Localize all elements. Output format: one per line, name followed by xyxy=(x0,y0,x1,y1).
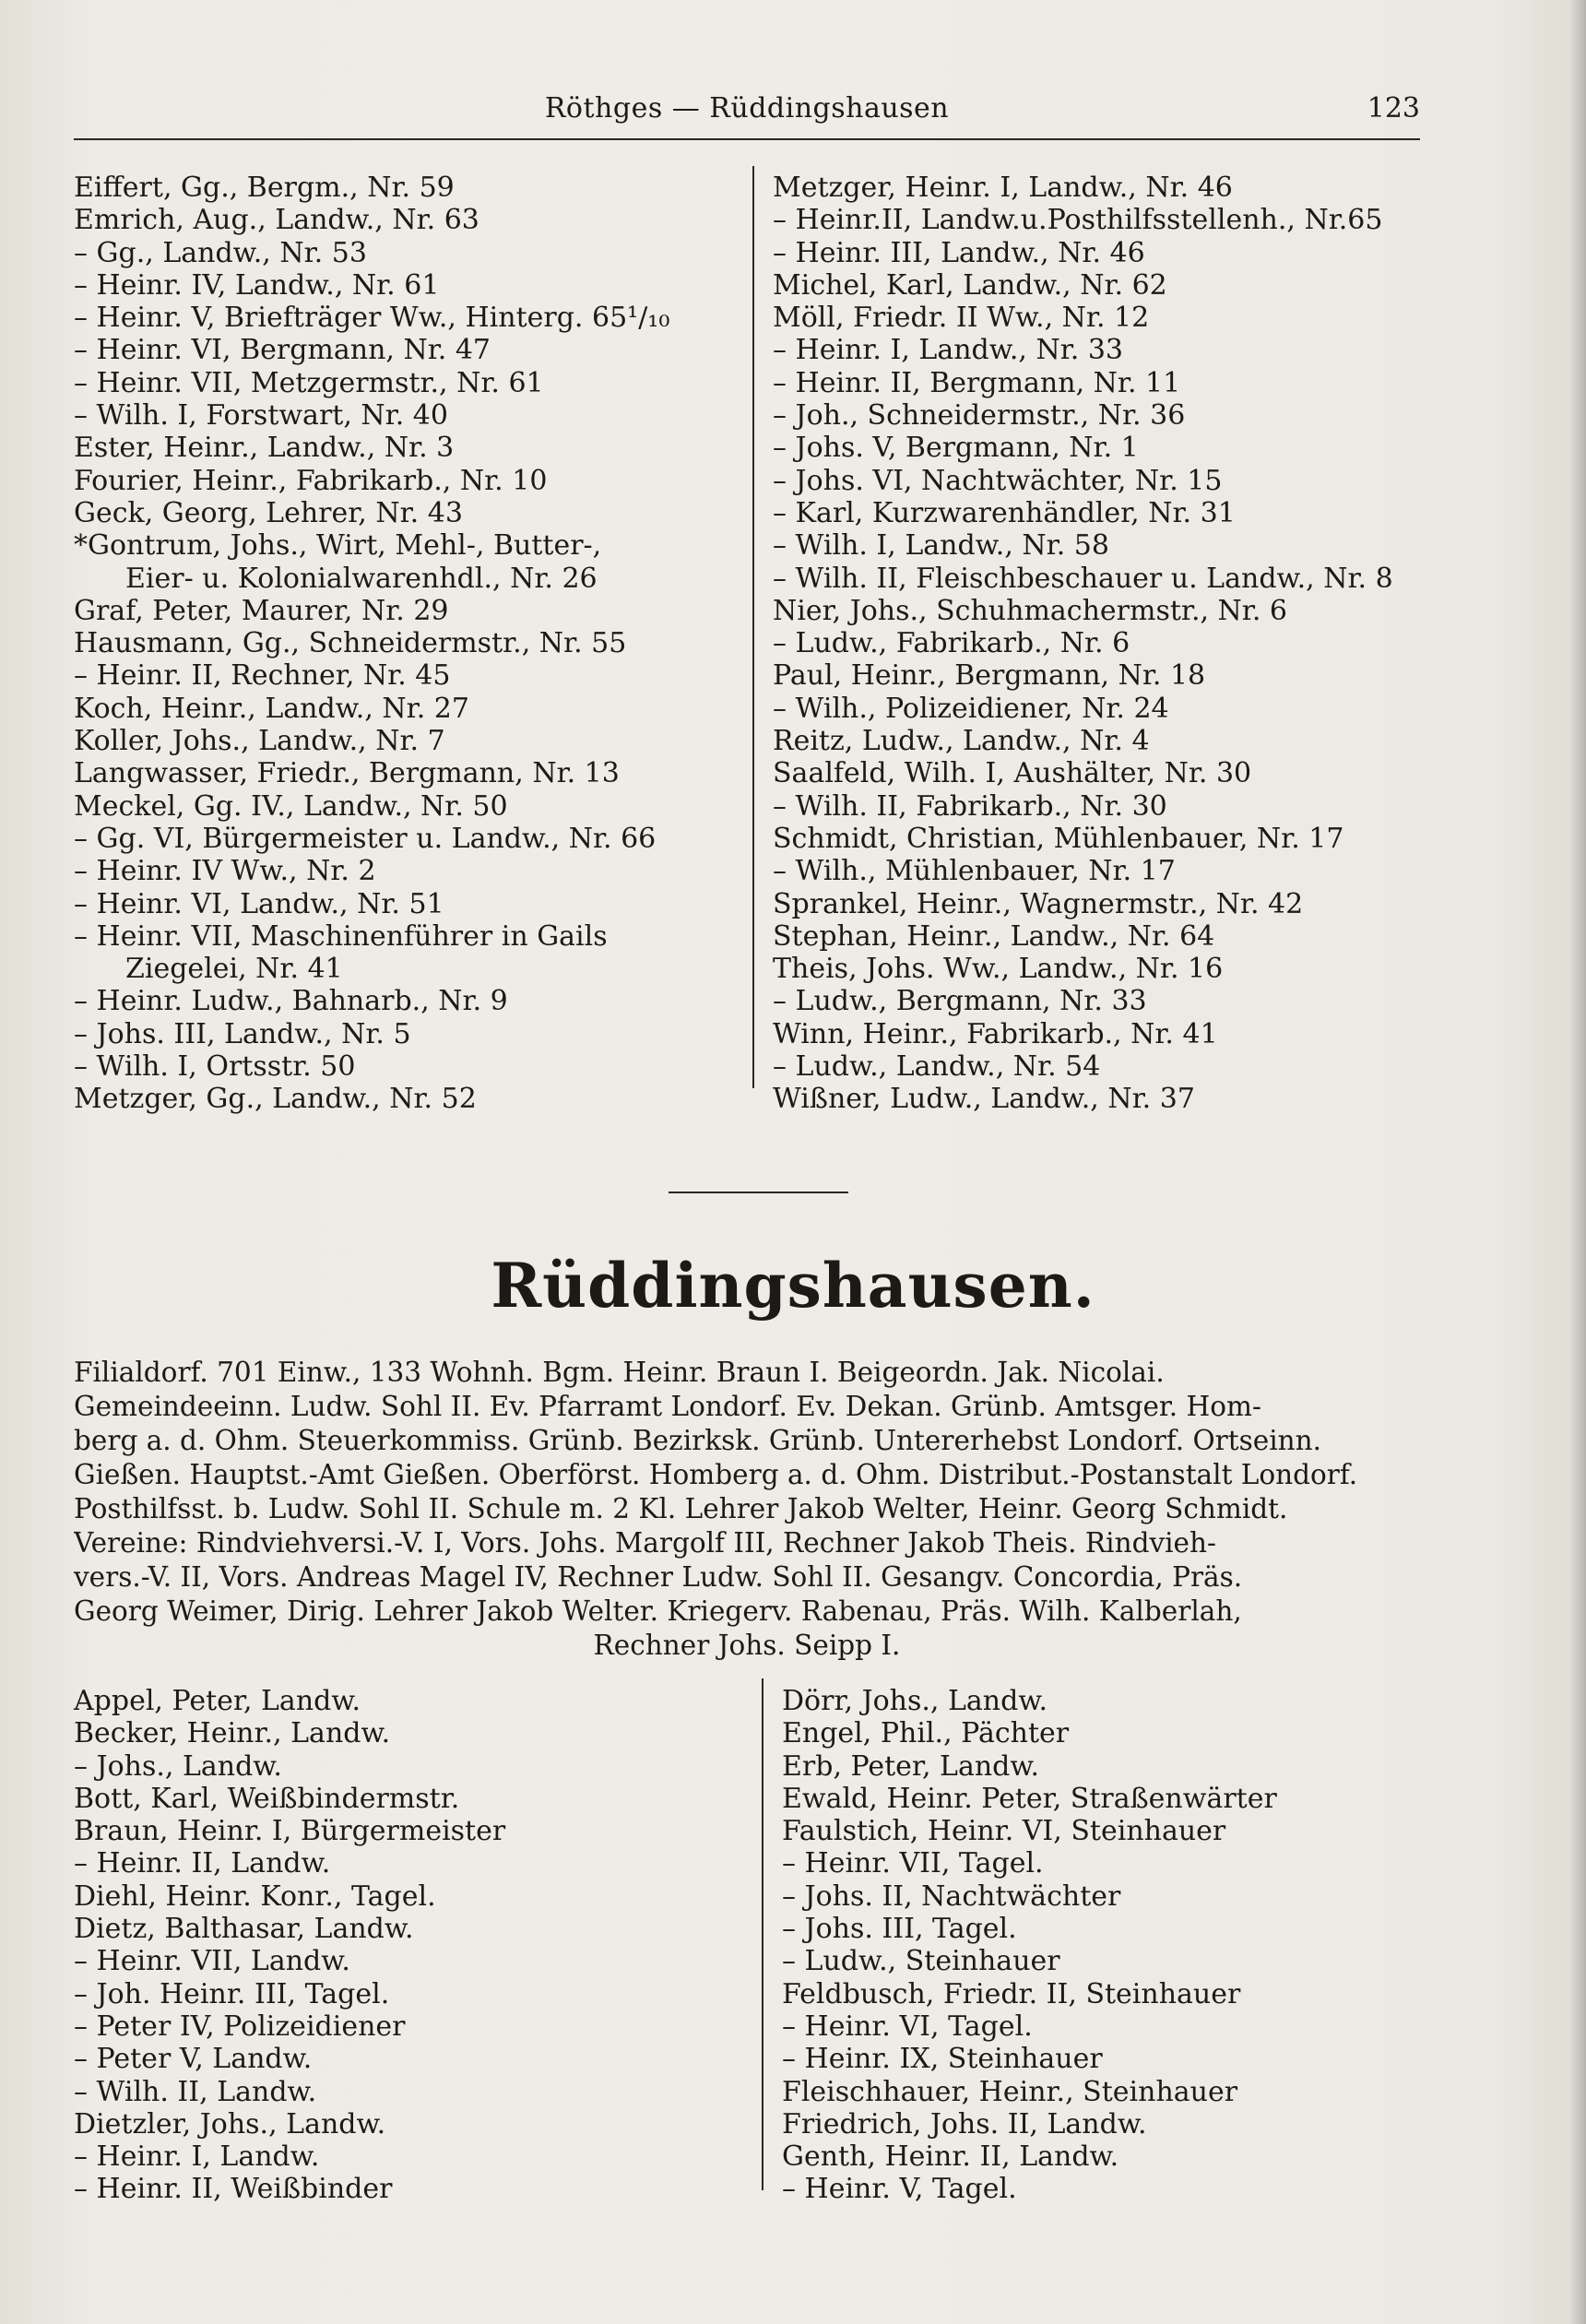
directory-entry: – Heinr. I, Landw. xyxy=(74,2140,320,2174)
directory-entry: Metzger, Heinr. I, Landw., Nr. 46 xyxy=(773,172,1233,204)
directory-entry: Eiffert, Gg., Bergm., Nr. 59 xyxy=(74,172,455,204)
directory-entry: – Johs. III, Tagel. xyxy=(782,1913,1017,1946)
directory-column-bottom-right xyxy=(782,1685,1446,2206)
directory-entry: Ester, Heinr., Landw., Nr. 3 xyxy=(74,432,455,465)
directory-entry-continuation: Ziegelei, Nr. 41 xyxy=(125,953,343,986)
directory-entry: – Peter IV, Polizeidiener xyxy=(74,2010,406,2043)
directory-entry: Friedrich, Johs. II, Landw. xyxy=(782,2107,1147,2140)
directory-entry: Koch, Heinr., Landw., Nr. 27 xyxy=(74,692,469,725)
directory-entry: – Karl, Kurzwarenhändler, Nr. 31 xyxy=(773,496,1236,529)
directory-entry: – Wilh. I, Forstwart, Nr. 40 xyxy=(74,399,448,433)
directory-entry: – Ludw., Landw., Nr. 54 xyxy=(773,1050,1101,1084)
place-description xyxy=(74,1356,1420,1663)
directory-entry: – Joh. Heinr. III, Tagel. xyxy=(74,1977,390,2010)
directory-entry: – Heinr. Ludw., Bahnarb., Nr. 9 xyxy=(74,985,508,1018)
directory-entry: Reitz, Ludw., Landw., Nr. 4 xyxy=(773,725,1150,758)
directory-entry: Diehl, Heinr. Konr., Tagel. xyxy=(74,1879,436,1913)
directory-entry: Becker, Heinr., Landw. xyxy=(74,1717,391,1750)
directory-entry: Schmidt, Christian, Mühlenbauer, Nr. 17 xyxy=(773,822,1344,855)
directory-entry: – Heinr. VII, Tagel. xyxy=(782,1847,1044,1880)
directory-entry: Koller, Johs., Landw., Nr. 7 xyxy=(74,725,445,758)
description-line-last: Rechner Johs. Seipp I. xyxy=(593,1630,901,1661)
header-title: Röthges — Rüddingshausen xyxy=(544,92,950,125)
directory-entry: – Johs. II, Nachtwächter xyxy=(782,1879,1121,1913)
directory-column-bottom-left xyxy=(74,1685,738,2206)
directory-entry: Dietz, Balthasar, Landw. xyxy=(74,1913,414,1946)
directory-entry: – Heinr. II, Bergmann, Nr. 11 xyxy=(773,366,1181,399)
directory-entry: – Heinr. V, Briefträger Ww., Hinterg. 65¹/₁₀ xyxy=(74,302,670,335)
directory-entry: Appel, Peter, Landw. xyxy=(74,1685,361,1717)
directory-entry: – Heinr. II, Rechner, Nr. 45 xyxy=(74,659,451,693)
directory-entry: – Heinr. I, Landw., Nr. 33 xyxy=(773,334,1124,367)
directory-entry: – Wilh. II, Landw. xyxy=(74,2075,317,2108)
section-separator xyxy=(669,1192,848,1193)
directory-entry: – Wilh., Mühlenbauer, Nr. 17 xyxy=(773,855,1176,888)
directory-entry: – Heinr. VI, Landw., Nr. 51 xyxy=(74,887,444,920)
directory-entry: Ewald, Heinr. Peter, Straßenwärter xyxy=(782,1782,1277,1815)
directory-entry: Theis, Johs. Ww., Landw., Nr. 16 xyxy=(773,953,1224,986)
directory-entry: Geck, Georg, Lehrer, Nr. 43 xyxy=(74,496,463,529)
column-divider-bottom xyxy=(762,1678,763,2190)
directory-entry: Stephan, Heinr., Landw., Nr. 64 xyxy=(773,919,1215,953)
directory-entry: – Gg., Landw., Nr. 53 xyxy=(74,236,367,269)
place-title: Rüddingshausen. xyxy=(491,1250,1095,1322)
directory-entry: Meckel, Gg. IV., Landw., Nr. 50 xyxy=(74,789,508,823)
directory-entry: Fleischhauer, Heinr., Steinhauer xyxy=(782,2075,1238,2108)
directory-column-top-right xyxy=(773,172,1437,1116)
directory-entry: – Heinr. II, Landw. xyxy=(74,1847,331,1880)
page-edge-shadow xyxy=(1569,0,1586,2324)
description-line: Gießen. Hauptst.-Amt Gießen. Oberförst. Homberg a. d. Ohm. Distribut.-Postanstalt Londorf. xyxy=(74,1459,1358,1490)
running-header xyxy=(74,90,1420,140)
directory-entry: – Heinr. IV Ww., Nr. 2 xyxy=(74,855,376,888)
directory-entry: – Johs., Landw. xyxy=(74,1749,282,1783)
directory-entry: Metzger, Gg., Landw., Nr. 52 xyxy=(74,1083,477,1116)
description-line: Posthilfsst. b. Ludw. Sohl II. Schule m. 2 Kl. Lehrer Jakob Welter, Heinr. Georg Schmidt. xyxy=(74,1493,1288,1524)
directory-entry: – Heinr. III, Landw., Nr. 46 xyxy=(773,236,1145,269)
directory-entry: Dietzler, Johs., Landw. xyxy=(74,2107,386,2140)
directory-entry: Fourier, Heinr., Fabrikarb., Nr. 10 xyxy=(74,464,548,497)
directory-entry: – Wilh. I, Ortsstr. 50 xyxy=(74,1050,356,1084)
directory-entry: – Joh., Schneidermstr., Nr. 36 xyxy=(773,399,1186,433)
directory-entry: – Wilh. II, Fleischbeschauer u. Landw., Nr. 8 xyxy=(773,562,1393,595)
directory-entry: – Gg. VI, Bürgermeister u. Landw., Nr. 66 xyxy=(74,822,657,855)
description-line: berg a. d. Ohm. Steuerkommiss. Grünb. Bezirksk. Grünb. Untererhebst Londorf. Ortseinn. xyxy=(74,1425,1322,1456)
directory-entry: Langwasser, Friedr., Bergmann, Nr. 13 xyxy=(74,757,620,790)
directory-entry: Paul, Heinr., Bergmann, Nr. 18 xyxy=(773,659,1206,693)
directory-entry: – Heinr. II, Weißbinder xyxy=(74,2173,393,2206)
directory-entry: – Johs. III, Landw., Nr. 5 xyxy=(74,1017,411,1050)
directory-entry: Erb, Peter, Landw. xyxy=(782,1749,1040,1783)
directory-entry: Feldbusch, Friedr. II, Steinhauer xyxy=(782,1977,1241,2010)
description-line: Vereine: Rindviehversi.-V. I, Vors. Johs. Margolf III, Rechner Jakob Theis. Rindvieh- xyxy=(74,1527,1216,1559)
directory-entry: – Heinr. VII, Metzgermstr., Nr. 61 xyxy=(74,366,544,399)
directory-entry: Nier, Johs., Schuhmachermstr., Nr. 6 xyxy=(773,594,1288,627)
directory-entry: – Ludw., Fabrikarb., Nr. 6 xyxy=(773,627,1130,660)
directory-entry: Engel, Phil., Pächter xyxy=(782,1717,1070,1750)
directory-entry: Genth, Heinr. II, Landw. xyxy=(782,2140,1119,2174)
directory-entry: Saalfeld, Wilh. I, Aushälter, Nr. 30 xyxy=(773,757,1252,790)
directory-entry: Dörr, Johs., Landw. xyxy=(782,1685,1047,1717)
directory-entry: – Heinr. VII, Maschinenführer in Gails xyxy=(74,919,608,953)
directory-entry: Sprankel, Heinr., Wagnermstr., Nr. 42 xyxy=(773,887,1304,920)
directory-entry: – Heinr.II, Landw.u.Posthilfsstellenh., Nr.65 xyxy=(773,204,1383,237)
directory-entry: – Wilh. II, Fabrikarb., Nr. 30 xyxy=(773,789,1167,823)
directory-entry: Winn, Heinr., Fabrikarb., Nr. 41 xyxy=(773,1017,1218,1050)
directory-entry: – Heinr. V, Tagel. xyxy=(782,2173,1017,2206)
directory-entry: – Heinr. IV, Landw., Nr. 61 xyxy=(74,268,440,302)
description-line: vers.-V. II, Vors. Andreas Magel IV, Rechner Ludw. Sohl II. Gesangv. Concordia, Präs. xyxy=(74,1561,1243,1593)
directory-column-top-left xyxy=(74,172,738,1116)
description-line: Georg Weimer, Dirig. Lehrer Jakob Welter. Kriegerv. Rabenau, Präs. Wilh. Kalberlah, xyxy=(74,1595,1242,1627)
directory-entry: Bott, Karl, Weißbindermstr. xyxy=(74,1782,460,1815)
column-divider-top xyxy=(752,166,754,1088)
directory-entry-continuation: Eier- u. Kolonialwarenhdl., Nr. 26 xyxy=(125,562,598,595)
directory-entry: – Johs. V, Bergmann, Nr. 1 xyxy=(773,432,1139,465)
directory-entry: – Heinr. VI, Tagel. xyxy=(782,2010,1033,2043)
directory-entry: – Heinr. VI, Bergmann, Nr. 47 xyxy=(74,334,491,367)
description-line: Gemeindeeinn. Ludw. Sohl II. Ev. Pfarramt Londorf. Ev. Dekan. Grünb. Amtsger. Hom- xyxy=(74,1391,1261,1422)
directory-entry: Wißner, Ludw., Landw., Nr. 37 xyxy=(773,1083,1195,1116)
directory-entry: – Johs. VI, Nachtwächter, Nr. 15 xyxy=(773,464,1223,497)
directory-entry: – Ludw., Bergmann, Nr. 33 xyxy=(773,985,1147,1018)
directory-entry: – Wilh., Polizeidiener, Nr. 24 xyxy=(773,692,1169,725)
directory-entry: Michel, Karl, Landw., Nr. 62 xyxy=(773,268,1167,302)
page-number: 123 xyxy=(1367,92,1420,125)
directory-entry: Graf, Peter, Maurer, Nr. 29 xyxy=(74,594,449,627)
directory-entry: – Heinr. IX, Steinhauer xyxy=(782,2043,1103,2076)
directory-entry: – Heinr. VII, Landw. xyxy=(74,1945,350,1978)
directory-entry: – Peter V, Landw. xyxy=(74,2043,313,2076)
directory-entry: *Gontrum, Johs., Wirt, Mehl-, Butter-, xyxy=(74,529,602,563)
directory-entry: – Wilh. I, Landw., Nr. 58 xyxy=(773,529,1109,563)
directory-entry: Emrich, Aug., Landw., Nr. 63 xyxy=(74,204,479,237)
directory-entry: Faulstich, Heinr. VI, Steinhauer xyxy=(782,1815,1226,1848)
directory-entry: Braun, Heinr. I, Bürgermeister xyxy=(74,1815,506,1848)
directory-entry: Hausmann, Gg., Schneidermstr., Nr. 55 xyxy=(74,627,627,660)
directory-entry: – Ludw., Steinhauer xyxy=(782,1945,1060,1978)
directory-entry: Möll, Friedr. II Ww., Nr. 12 xyxy=(773,302,1150,335)
description-line: Filialdorf. 701 Einw., 133 Wohnh. Bgm. Heinr. Braun I. Beigeordn. Jak. Nicolai. xyxy=(74,1357,1165,1388)
